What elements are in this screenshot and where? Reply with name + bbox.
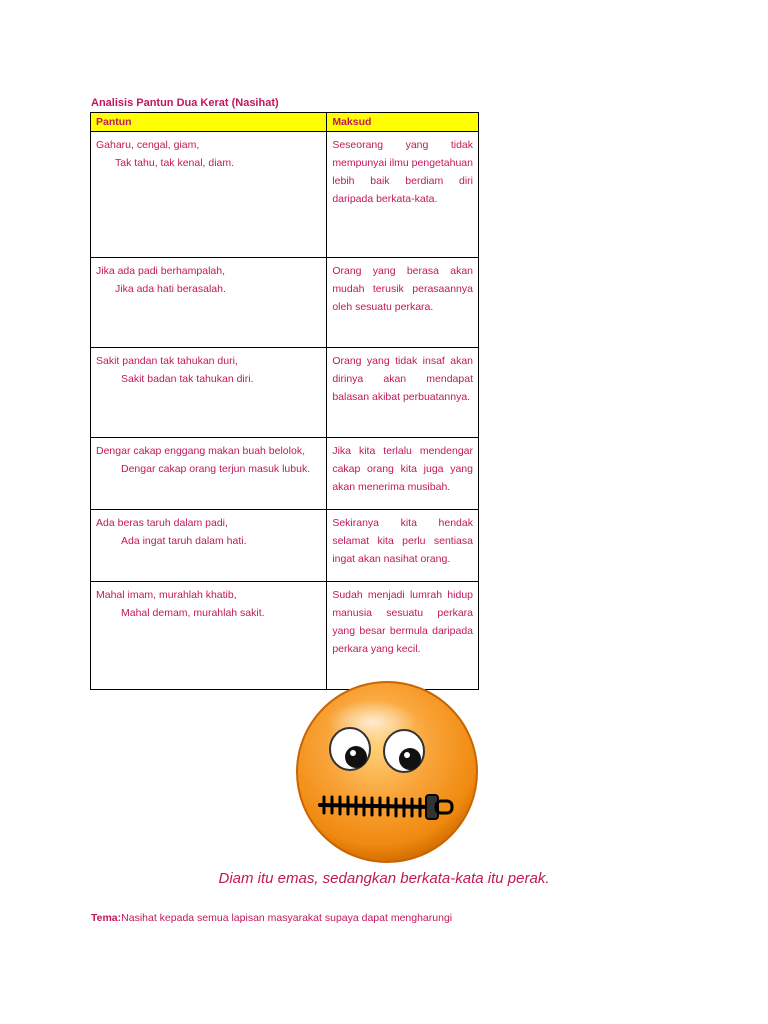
- tema-label: Tema:: [91, 912, 122, 924]
- table-row: [91, 348, 479, 438]
- tema-text: Nasihat kepada semua lapisan masyarakat supaya dapat mengharungi: [121, 912, 453, 924]
- pantun-table: [90, 112, 479, 690]
- pantun-cell: [91, 438, 327, 510]
- tema-line: [91, 912, 452, 924]
- pantun-cell: [91, 258, 327, 348]
- pantun-cell: [91, 510, 327, 582]
- maksud-cell: Jika kita terlalu mendengar cakap orang kita juga yang akan menerima musibah.: [327, 438, 479, 510]
- pantun-line-1: Jika ada padi berhampalah,: [96, 265, 226, 277]
- table-row: [91, 582, 479, 690]
- pantun-line-2: Mahal demam, murahlah sakit.: [121, 607, 265, 619]
- pantun-line-2: Jika ada hati berasalah.: [115, 283, 226, 295]
- maksud-cell: Sudah menjadi lumrah hidup manusia sesuatu perkara yang besar bermula daripada perkara yang kecil.: [327, 582, 479, 690]
- pantun-line-2: Ada ingat taruh dalam hati.: [121, 535, 247, 547]
- pantun-line-1: Gaharu, cengal, giam,: [96, 139, 200, 151]
- header-maksud: Maksud: [327, 113, 479, 132]
- pantun-line-2: Sakit badan tak tahukan diri.: [121, 373, 254, 385]
- pantun-line-1: Ada beras taruh dalam padi,: [96, 517, 228, 529]
- pantun-cell: [91, 132, 327, 258]
- document-title: Analisis Pantun Dua Kerat (Nasihat): [91, 97, 279, 109]
- table-row: [91, 258, 479, 348]
- table-row: [91, 510, 479, 582]
- maksud-cell: Orang yang tidak insaf akan dirinya akan mendapat balasan akibat perbuatannya.: [327, 348, 479, 438]
- table-row: [91, 132, 479, 258]
- pantun-line-2: Dengar cakap orang terjun masuk lubuk.: [121, 463, 311, 475]
- pantun-line-1: Sakit pandan tak tahukan duri,: [96, 355, 238, 367]
- maksud-cell: Seseorang yang tidak mempunyai ilmu pengetahuan lebih baik berdiam diri daripada berkata-kata.: [327, 132, 479, 258]
- quote-text: Diam itu emas, sedangkan berkata-kata itu perak.: [218, 870, 550, 887]
- table-row: [91, 438, 479, 510]
- pantun-line-1: Mahal imam, murahlah khatib,: [96, 589, 237, 601]
- pantun-cell: [91, 348, 327, 438]
- maksud-cell: Sekiranya kita hendak selamat kita perlu sentiasa ingat akan nasihat orang.: [327, 510, 479, 582]
- maksud-cell: Orang yang berasa akan mudah terusik perasaannya oleh sesuatu perkara.: [327, 258, 479, 348]
- pantun-line-1: Dengar cakap enggang makan buah belolok,: [96, 445, 305, 457]
- table-header-row: [91, 113, 479, 132]
- pantun-line-2: Tak tahu, tak kenal, diam.: [115, 157, 235, 169]
- pantun-cell: [91, 582, 327, 690]
- zipped-mouth-smiley-icon: [292, 677, 482, 867]
- header-pantun: Pantun: [91, 113, 327, 132]
